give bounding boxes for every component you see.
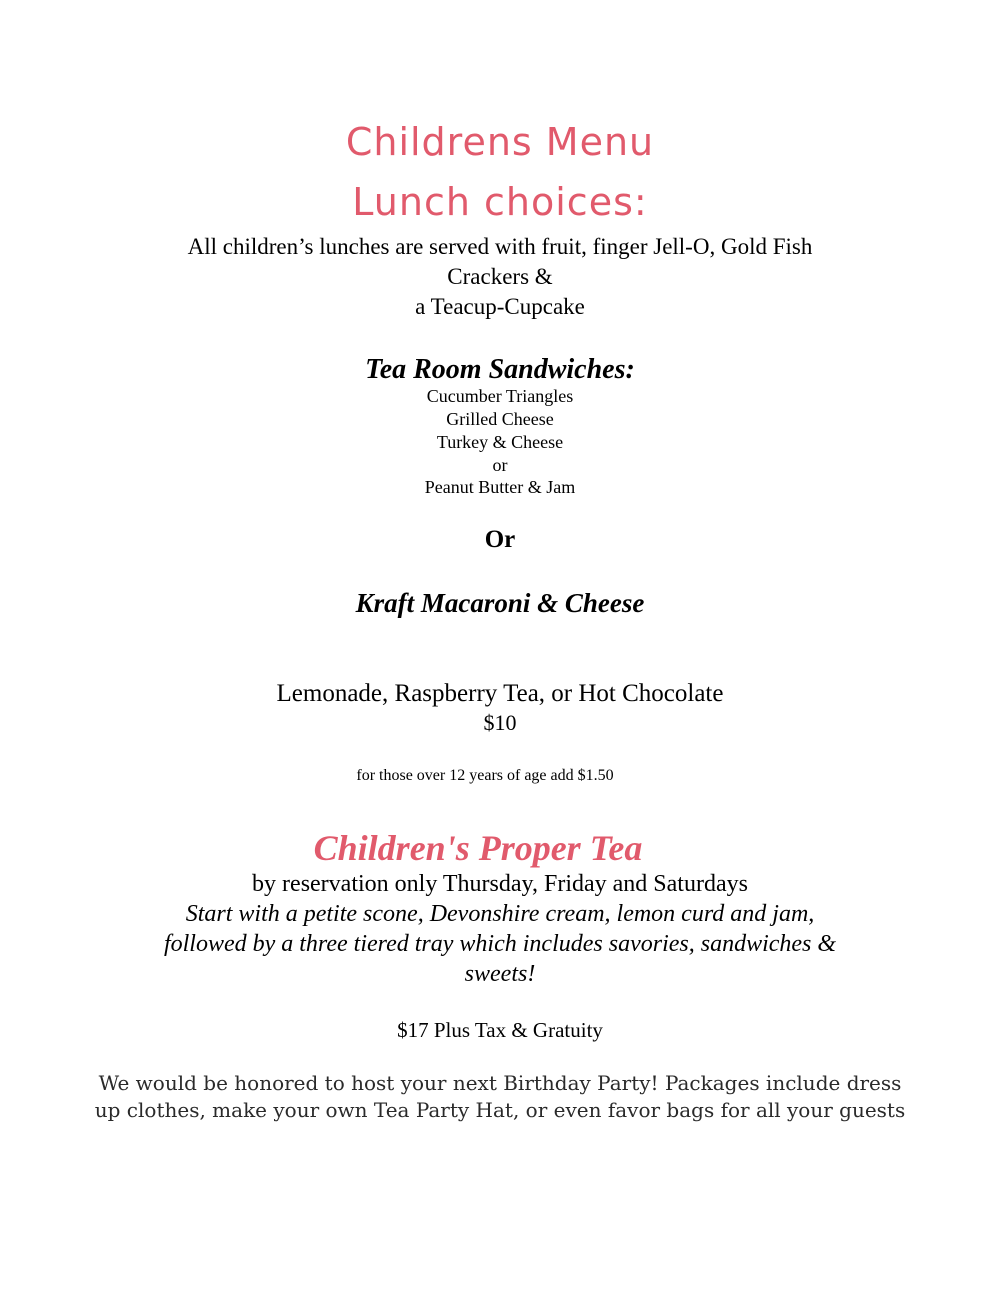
intro-line-3: a Teacup-Cupcake [415,294,585,319]
lunch-price: $10 [483,710,517,735]
proper-tea-description: sweets! [464,961,536,987]
sandwiches-heading: Tea Room Sandwiches: [365,354,635,385]
mac-cheese-option: Kraft Macaroni & Cheese [355,588,645,618]
birthday-note: We would be honored to host your next Birthday Party! Packages include dress [98,1071,902,1095]
proper-tea-price: $17 Plus Tax & Gratuity [397,1018,603,1042]
sandwich-item: Turkey & Cheese [436,432,564,452]
sandwich-item: Peanut Butter & Jam [424,477,576,497]
proper-tea-description: followed by a three tiered tray which includes savories, sandwiches & [163,931,837,957]
sandwich-item: or [492,455,508,475]
intro-line-1: All children’s lunches are served with fruit, finger Jell-O, Gold Fish [187,234,813,259]
intro-line-2: Crackers & [447,264,553,289]
age-note: for those over 12 years of age add $1.50 [356,767,614,784]
menu-subtitle: Lunch choices: [352,180,648,224]
proper-tea-title: Children's Proper Tea [313,828,643,868]
menu-title: Childrens Menu [345,120,655,164]
birthday-note: up clothes, make your own Tea Party Hat, or even favor bags for all your guests [94,1098,906,1122]
proper-tea-availability: by reservation only Thursday, Friday and Saturdays [252,871,748,897]
proper-tea-description: Start with a petite scone, Devonshire cream, lemon curd and jam, [185,901,815,927]
sandwich-item: Cucumber Triangles [426,386,574,406]
sandwich-item: Grilled Cheese [446,409,554,429]
drinks-line: Lemonade, Raspberry Tea, or Hot Chocolate [276,680,724,707]
or-separator: Or [484,526,516,553]
